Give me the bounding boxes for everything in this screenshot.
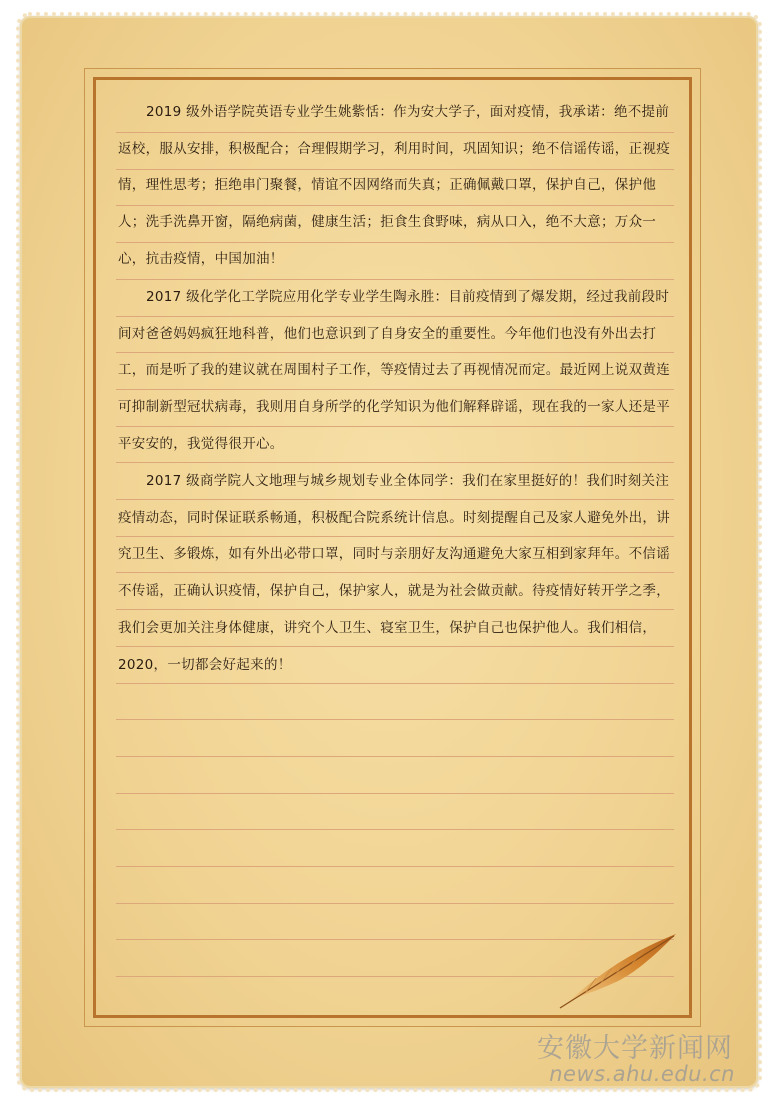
ruled-line bbox=[116, 829, 674, 830]
ruled-line bbox=[116, 903, 674, 904]
watermark-site-name: 安徽大学新闻网 bbox=[537, 1033, 733, 1064]
ruled-line bbox=[116, 866, 674, 867]
letter-paragraph-1: 2019 级外语学院英语专业学生姚紫恬：作为安大学子，面对疫情，我承诺：绝不提前返校，服从安排，积极配合；合理假期学习，利用时间，巩固知识；绝不信谣传谣，正视疫情，理性思考；拒绝串门聚餐，情谊不因网络而失真；正确佩戴口罩，保护自己，保护他人；洗手洗鼻开窗，隔绝病菌，健康生活；拒食生食野味，病从口入，绝不大意；万众一心，抗击疫情，中国加油！ bbox=[118, 104, 670, 267]
letter-paragraph-3: 2017 级商学院人文地理与城乡规划专业全体同学：我们在家里挺好的！我们时刻关注疫情动态，同时保证联系畅通，积极配合院系统计信息。时刻提醒自己及家人避免外出，讲究卫生、多锻炼，如有外出必带口罩，同时与亲朋好友沟通避免大家互相到家拜年。不信谣不传谣，正确认识疫情，保护自己，保护家人，就是为社会做贡献。待疫情好转开学之季，我们会更加关注身体健康，讲究个人卫生、寝室卫生，保护自己也保护他人。我们相信，2020，一切都会好起来的！ bbox=[118, 473, 670, 673]
ruled-line bbox=[116, 719, 674, 720]
watermark-url: news.ahu.edu.cn bbox=[549, 1062, 735, 1086]
ruled-line bbox=[116, 793, 674, 794]
ruled-line bbox=[116, 756, 674, 757]
letter-paragraph-2: 2017 级化学化工学院应用化学专业学生陶永胜：目前疫情到了爆发期，经过我前段时间对爸爸妈妈疯狂地科普，他们也意识到了自身安全的重要性。今年他们也没有外出去打工，而是听了我的建议就在周围村子工作，等疫情过去了再视情况而定。最近网上说双黄连可抑制新型冠状病毒，我则用自身所学的化学知识为他们解释辟谣，现在我的一家人还是平平安安的，我觉得很开心。 bbox=[118, 289, 670, 452]
feather-quill-icon bbox=[556, 928, 682, 1010]
